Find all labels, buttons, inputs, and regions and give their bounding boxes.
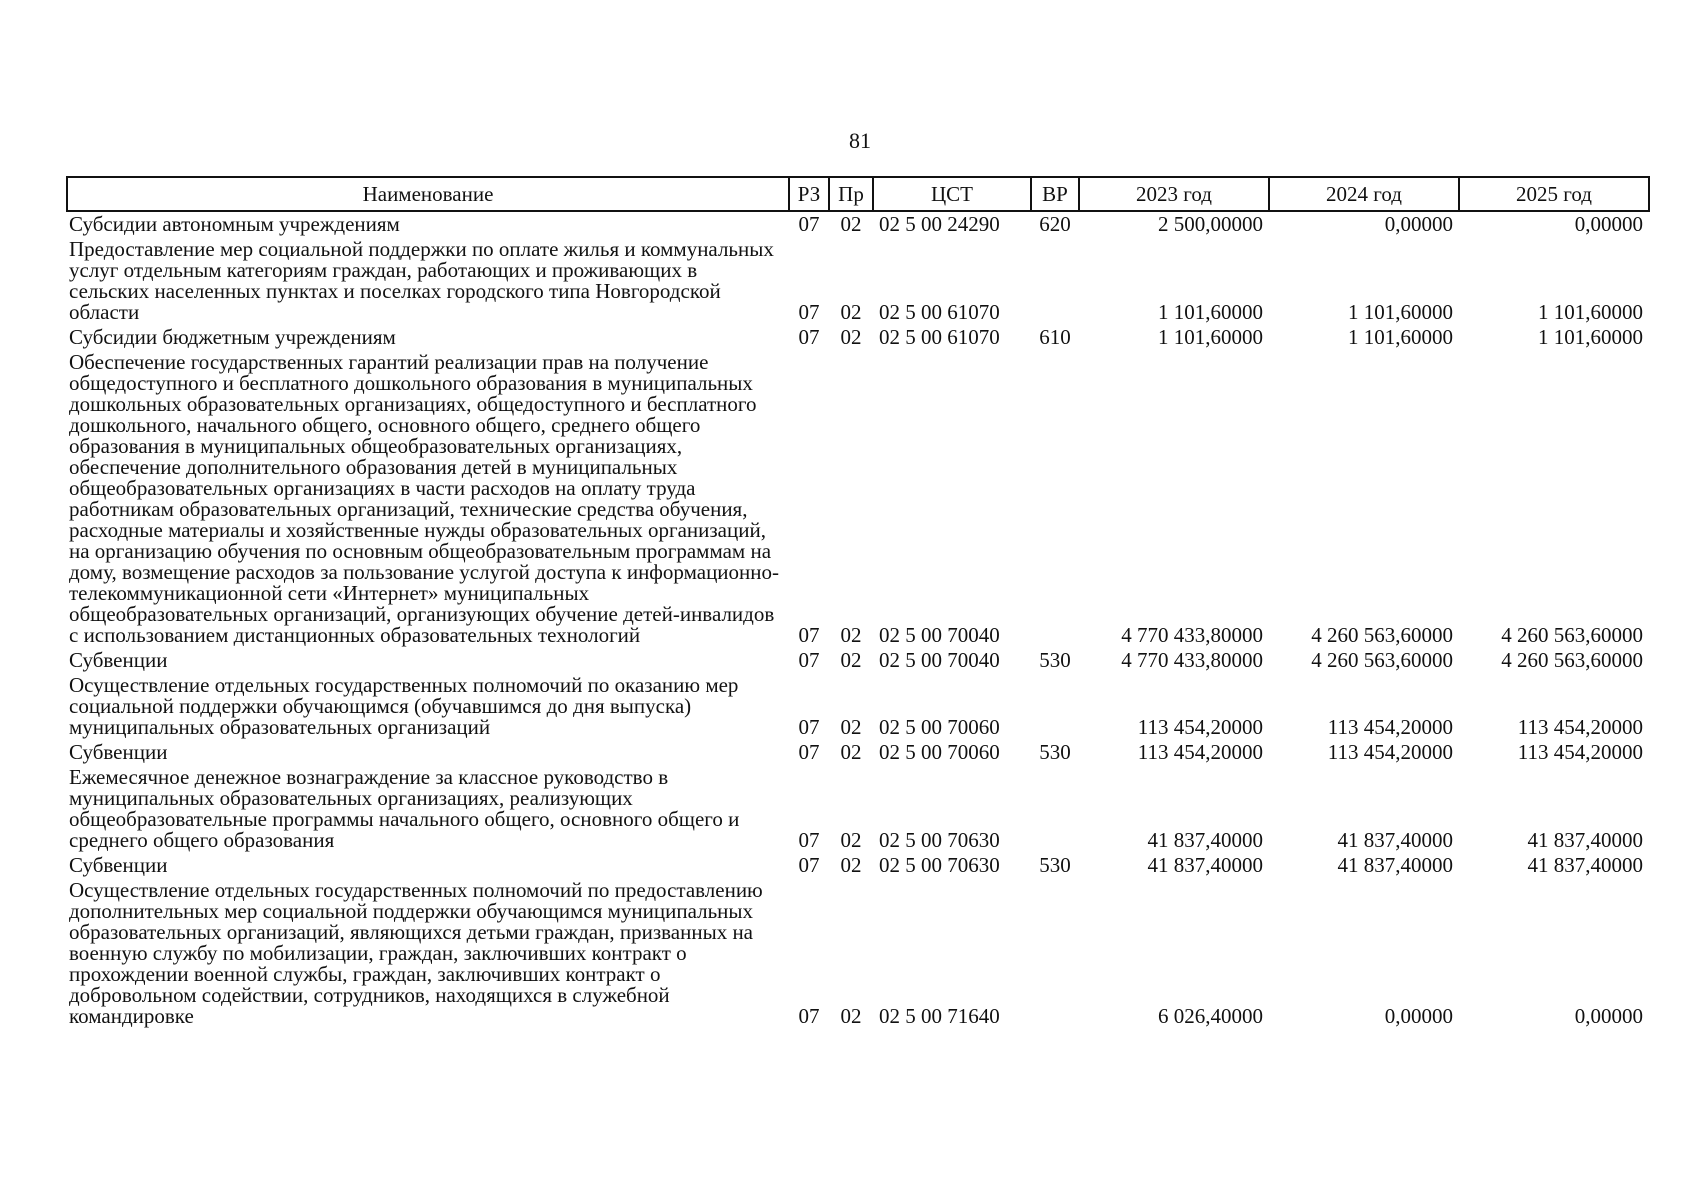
row-2023: 41 837,40000 bbox=[1147, 853, 1263, 877]
row-name: Субсидии автономным учреждениям bbox=[69, 212, 400, 236]
row-2025: 41 837,40000 bbox=[1527, 828, 1643, 852]
header-cst: ЦСТ bbox=[873, 177, 1031, 211]
header-row bbox=[67, 177, 1649, 211]
table-row bbox=[67, 648, 1649, 673]
table-row bbox=[67, 325, 1649, 350]
row-cst: 02 5 00 71640 bbox=[879, 1004, 1000, 1028]
table-row bbox=[67, 673, 1649, 740]
row-2024: 4 260 563,60000 bbox=[1311, 648, 1453, 672]
row-cst: 02 5 00 61070 bbox=[879, 325, 1000, 349]
row-2023: 4 770 433,80000 bbox=[1121, 648, 1263, 672]
row-2025: 1 101,60000 bbox=[1538, 300, 1643, 324]
row-vr: 620 bbox=[1039, 212, 1071, 236]
row-name: Осуществление отдельных государственных полномочий по предоставлению дополнительных мер социальной поддержки обучающимся муниципальных образовательных организаций, являющихся детьми граждан, призванных на военную службу по мобилизации, граждан, заключивших контракт о прохождении военной службы, граждан, заключивших контракт о добровольном содействии, сотрудников, находящихся в служебной командировке bbox=[69, 878, 763, 1028]
table-row bbox=[67, 853, 1649, 878]
row-2024: 4 260 563,60000 bbox=[1311, 623, 1453, 647]
row-2024: 41 837,40000 bbox=[1337, 828, 1453, 852]
row-2023: 1 101,60000 bbox=[1158, 325, 1263, 349]
table-body bbox=[67, 211, 1649, 1029]
row-2025: 4 260 563,60000 bbox=[1501, 623, 1643, 647]
row-rz: 07 bbox=[798, 828, 820, 852]
row-pr: 02 bbox=[840, 715, 862, 739]
row-2023: 6 026,40000 bbox=[1158, 1004, 1263, 1028]
row-2025: 4 260 563,60000 bbox=[1501, 648, 1643, 672]
row-cst: 02 5 00 70060 bbox=[879, 740, 1000, 764]
row-rz: 07 bbox=[798, 648, 820, 672]
row-rz: 07 bbox=[798, 325, 820, 349]
row-2023: 1 101,60000 bbox=[1158, 300, 1263, 324]
row-2024: 113 454,20000 bbox=[1327, 740, 1453, 764]
row-2023: 4 770 433,80000 bbox=[1121, 623, 1263, 647]
row-name: Субвенции bbox=[69, 853, 168, 877]
row-vr: 530 bbox=[1039, 853, 1071, 877]
row-pr: 02 bbox=[840, 212, 862, 236]
row-cst: 02 5 00 70630 bbox=[879, 828, 1000, 852]
row-cst: 02 5 00 70060 bbox=[879, 715, 1000, 739]
table-row bbox=[67, 211, 1649, 237]
row-vr bbox=[1031, 673, 1079, 740]
row-name: Ежемесячное денежное вознаграждение за классное руководство в муниципальных образовательных организациях, реализующих общеобразовательные программы начального общего, основного общего и среднего общего образования bbox=[69, 765, 740, 852]
row-pr: 02 bbox=[840, 623, 862, 647]
header-2024: 2024 год bbox=[1269, 177, 1459, 211]
row-cst: 02 5 00 70040 bbox=[879, 648, 1000, 672]
row-2024: 0,00000 bbox=[1384, 1004, 1453, 1028]
row-name: Субвенции bbox=[69, 648, 168, 672]
row-pr: 02 bbox=[840, 325, 862, 349]
row-name: Осуществление отдельных государственных полномочий по оказанию мер социальной поддержки обучающимся (обучавшимся до дня выпуска) муниципальных образовательных организаций bbox=[69, 673, 739, 739]
row-pr: 02 bbox=[840, 740, 862, 764]
row-vr: 610 bbox=[1039, 325, 1071, 349]
row-name: Предоставление мер социальной поддержки по оплате жилья и коммунальных услуг отдельным категориям граждан, работающих и проживающих в сельских населенных пунктах и поселках городского типа Новгородской области bbox=[69, 237, 774, 324]
row-vr bbox=[1031, 878, 1079, 1029]
row-name: Субвенции bbox=[69, 740, 168, 764]
page-number: 81 bbox=[849, 128, 871, 153]
header-name: Наименование bbox=[67, 177, 789, 211]
row-rz: 07 bbox=[798, 853, 820, 877]
row-pr: 02 bbox=[840, 300, 862, 324]
row-2024: 0,00000 bbox=[1384, 212, 1453, 236]
row-2023: 2 500,00000 bbox=[1158, 212, 1263, 236]
row-2024: 41 837,40000 bbox=[1337, 853, 1453, 877]
row-rz: 07 bbox=[798, 740, 820, 764]
row-vr bbox=[1031, 350, 1079, 648]
row-rz: 07 bbox=[798, 623, 820, 647]
row-vr: 530 bbox=[1039, 648, 1071, 672]
header-pr: Пр bbox=[829, 177, 873, 211]
row-2023: 41 837,40000 bbox=[1147, 828, 1263, 852]
row-cst: 02 5 00 24290 bbox=[879, 212, 1000, 236]
row-vr bbox=[1031, 765, 1079, 853]
row-cst: 02 5 00 70630 bbox=[879, 853, 1000, 877]
row-2024: 1 101,60000 bbox=[1348, 300, 1453, 324]
header-2025: 2025 год bbox=[1459, 177, 1649, 211]
header-vr: ВР bbox=[1031, 177, 1079, 211]
row-2023: 113 454,20000 bbox=[1137, 740, 1263, 764]
row-cst: 02 5 00 61070 bbox=[879, 300, 1000, 324]
table-row bbox=[67, 878, 1649, 1029]
table-row bbox=[67, 765, 1649, 853]
row-2025: 113 454,20000 bbox=[1517, 740, 1643, 764]
header-2023: 2023 год bbox=[1079, 177, 1269, 211]
row-rz: 07 bbox=[798, 1004, 820, 1028]
row-2025: 113 454,20000 bbox=[1517, 715, 1643, 739]
row-name: Обеспечение государственных гарантий реализации прав на получение общедоступного и бесплатного дошкольного образования в муниципальных дошкольных образовательных организациях, общедоступного и бесплатного дошкольного, начального общего, основного общего, среднего общего образования в муниципальных общеобразовательных организациях, обеспечение дополнительного образования детей в муниципальных общеобразовательных организациях в части расходов на оплату труда работникам образовательных организаций, технические средства обучения, расходные материалы и хозяйственные нужды образовательных организаций, на организацию обучения по основным общеобразовательным программам на дому, возмещение расходов за пользование услугой доступа к информационно-телекоммуникационной сети «Интернет» муниципальных общеобразовательных организаций, организующих обучение детей-инвалидов с использованием дистанционных образовательных технологий bbox=[69, 350, 780, 647]
table-row bbox=[67, 350, 1649, 648]
row-2025: 0,00000 bbox=[1574, 212, 1643, 236]
budget-table bbox=[66, 176, 1650, 1029]
row-pr: 02 bbox=[840, 853, 862, 877]
row-pr: 02 bbox=[840, 648, 862, 672]
row-cst: 02 5 00 70040 bbox=[879, 623, 1000, 647]
row-rz: 07 bbox=[798, 715, 820, 739]
row-2023: 113 454,20000 bbox=[1137, 715, 1263, 739]
row-2024: 113 454,20000 bbox=[1327, 715, 1453, 739]
table-row bbox=[67, 740, 1649, 765]
row-name: Субсидии бюджетным учреждениям bbox=[69, 325, 396, 349]
row-2025: 1 101,60000 bbox=[1538, 325, 1643, 349]
row-rz: 07 bbox=[798, 300, 820, 324]
row-vr bbox=[1031, 237, 1079, 325]
table-row bbox=[67, 237, 1649, 325]
row-vr: 530 bbox=[1039, 740, 1071, 764]
row-pr: 02 bbox=[840, 1004, 862, 1028]
row-rz: 07 bbox=[798, 212, 820, 236]
header-rz: РЗ bbox=[789, 177, 829, 211]
row-2024: 1 101,60000 bbox=[1348, 325, 1453, 349]
row-2025: 0,00000 bbox=[1574, 1004, 1643, 1028]
table-header bbox=[67, 177, 1649, 211]
row-pr: 02 bbox=[840, 828, 862, 852]
row-2025: 41 837,40000 bbox=[1527, 853, 1643, 877]
